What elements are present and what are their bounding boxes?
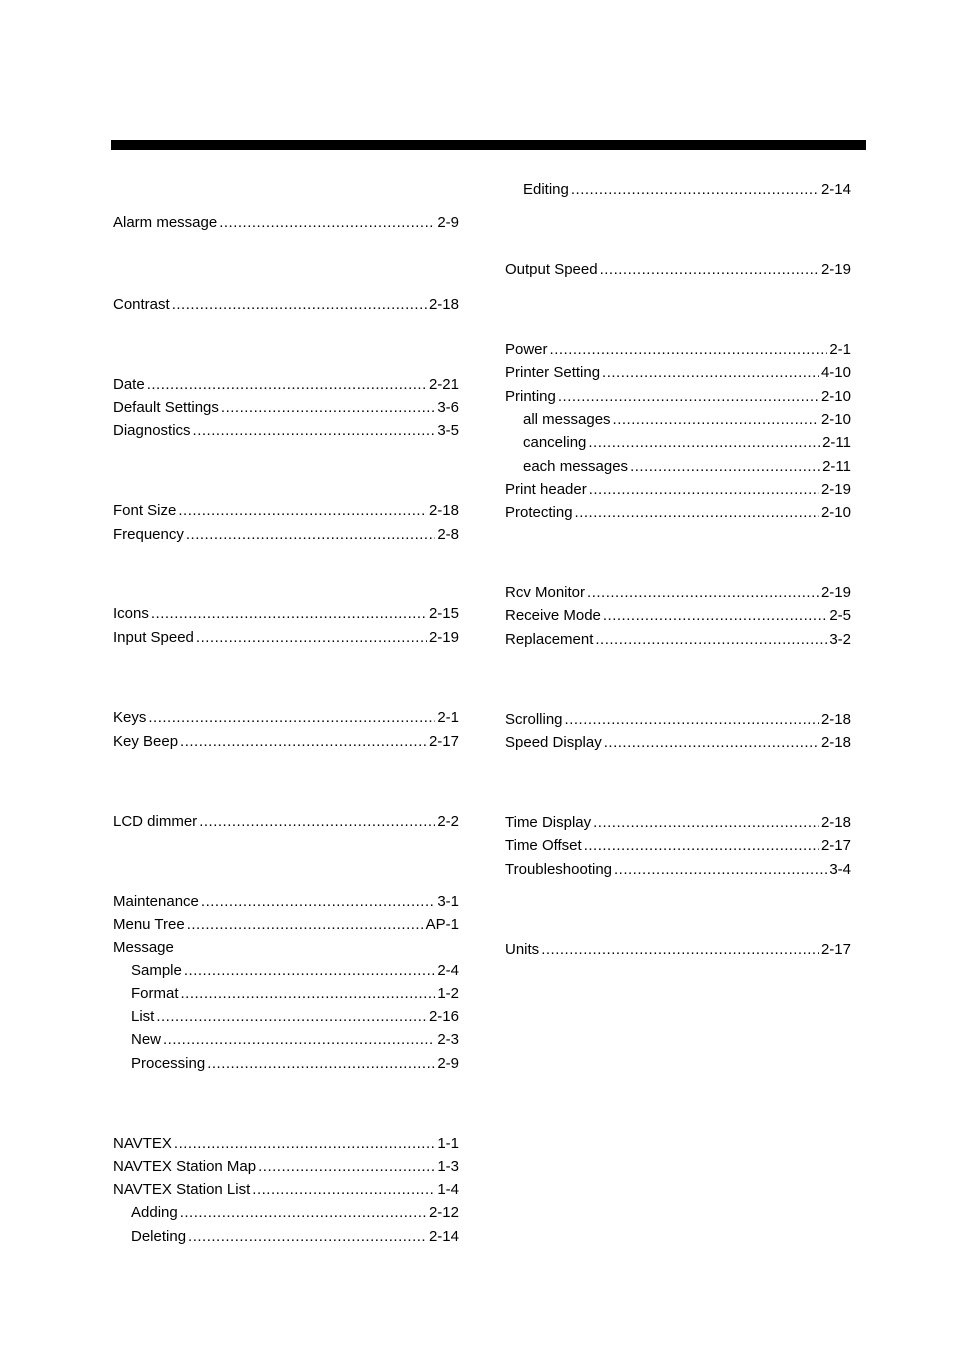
index-subentry	[523, 411, 851, 429]
index-term: canceling	[523, 434, 587, 451]
index-page-ref: 2-2	[437, 813, 459, 830]
index-term: Message	[113, 939, 174, 956]
index-subentry	[523, 181, 851, 199]
index-term: Keys	[113, 709, 147, 726]
dot-leader	[600, 261, 819, 279]
dot-leader	[587, 584, 819, 602]
dot-leader	[188, 1228, 427, 1246]
index-term: LCD dimmer	[113, 813, 198, 830]
index-entry	[113, 813, 459, 831]
header-rule	[111, 140, 866, 150]
index-term: all messages	[523, 411, 611, 428]
index-entry	[505, 504, 851, 522]
index-term: Receive Mode	[505, 607, 601, 624]
index-term: Contrast	[113, 296, 170, 313]
index-entry	[505, 388, 851, 406]
index-term: Speed Display	[505, 734, 602, 751]
index-term: Date	[113, 376, 145, 393]
dot-leader	[258, 1158, 435, 1176]
dot-leader	[588, 434, 820, 452]
index-subentry	[131, 985, 459, 1003]
index-page-ref: 2-19	[820, 261, 851, 278]
index-term: NAVTEX	[113, 1135, 172, 1152]
index-entry	[113, 733, 459, 751]
index-entry	[505, 364, 851, 382]
dot-leader	[201, 893, 435, 911]
index-page-ref: 2-5	[829, 607, 851, 624]
index-term: Key Beep	[113, 733, 179, 750]
index-entry	[113, 376, 459, 394]
index-page-ref: 3-6	[437, 399, 459, 416]
dot-leader	[571, 181, 819, 199]
dot-leader	[178, 502, 427, 520]
index-term: Adding	[131, 1204, 178, 1221]
index-term: Printer Setting	[505, 364, 601, 381]
index-page-ref: 2-18	[820, 814, 851, 831]
index-page-ref: 3-1	[437, 893, 459, 910]
dot-leader	[156, 1008, 427, 1026]
index-entry	[113, 1158, 459, 1176]
index-term: Processing	[131, 1055, 206, 1072]
dot-leader	[148, 709, 435, 727]
index-page-ref: 2-10	[820, 388, 851, 405]
index-subentry	[131, 962, 459, 980]
index-page-ref: 1-4	[437, 1181, 459, 1198]
dot-leader	[630, 458, 820, 476]
index-page-ref: 2-17	[820, 941, 851, 958]
dot-leader	[613, 411, 819, 429]
index-entry	[113, 1181, 459, 1199]
index-page-ref: 4-10	[820, 364, 851, 381]
index-term: Print header	[505, 481, 587, 498]
index-entry	[113, 526, 459, 544]
index-term: Time Display	[505, 814, 592, 831]
dot-leader	[172, 296, 427, 314]
index-page-ref: 2-17	[820, 837, 851, 854]
index-page-ref: 2-19	[820, 584, 851, 601]
dot-leader	[147, 376, 427, 394]
index-page-ref: 2-8	[437, 526, 459, 543]
dot-leader	[558, 388, 819, 406]
index-page-ref: 2-11	[822, 458, 851, 475]
index-entry	[113, 605, 459, 623]
index-page-ref: 1-1	[437, 1135, 459, 1152]
index-page-ref: 2-9	[437, 1055, 459, 1072]
index-entry	[505, 261, 851, 279]
index-entry	[505, 734, 851, 752]
dot-leader	[207, 1055, 435, 1073]
dot-leader	[186, 526, 435, 544]
index-entry	[505, 341, 851, 359]
dot-leader	[575, 504, 819, 522]
dot-leader	[221, 399, 435, 417]
dot-leader	[219, 214, 435, 232]
dot-leader	[252, 1181, 435, 1199]
index-term: Diagnostics	[113, 422, 191, 439]
index-entry	[113, 422, 459, 440]
index-entry	[505, 861, 851, 879]
index-term: Frequency	[113, 526, 184, 543]
index-subentry	[131, 1008, 459, 1026]
index-page-ref: 2-12	[428, 1204, 459, 1221]
dot-leader	[181, 985, 436, 1003]
index-page-ref: 2-4	[437, 962, 459, 979]
dot-leader	[151, 605, 427, 623]
index-page-ref: 1-2	[437, 985, 459, 1002]
index-term: Rcv Monitor	[505, 584, 586, 601]
dot-leader	[196, 629, 427, 647]
index-page-ref: 2-10	[820, 411, 851, 428]
index-subentry	[523, 434, 851, 452]
index-page-ref: 2-11	[822, 434, 851, 451]
index-term: Sample	[131, 962, 182, 979]
index-page-ref: 2-18	[820, 711, 851, 728]
index-page-ref: 2-3	[437, 1031, 459, 1048]
index-entry	[113, 916, 459, 934]
index-term: Protecting	[505, 504, 573, 521]
index-entry	[505, 814, 851, 832]
index-term: NAVTEX Station Map	[113, 1158, 257, 1175]
index-page-ref: 2-18	[428, 296, 459, 313]
dot-leader	[193, 422, 436, 440]
index-page-ref: 2-14	[820, 181, 851, 198]
index-term: Units	[505, 941, 540, 958]
dot-leader	[174, 1135, 435, 1153]
index-term: Time Offset	[505, 837, 582, 854]
index-term: Icons	[113, 605, 149, 622]
index-page-ref: 2-9	[437, 214, 459, 231]
index-entry	[113, 502, 459, 520]
dot-leader	[184, 962, 435, 980]
index-entry	[113, 296, 459, 314]
index-page-ref: 2-21	[428, 376, 459, 393]
dot-leader	[541, 941, 819, 959]
index-entry	[505, 631, 851, 649]
index-entry	[113, 399, 459, 417]
index-page-ref: 3-2	[829, 631, 851, 648]
index-term: Alarm message	[113, 214, 218, 231]
index-term: Font Size	[113, 502, 177, 519]
index-term: Editing	[523, 181, 569, 198]
index-entry	[113, 214, 459, 232]
index-page-ref: AP-1	[425, 916, 459, 933]
index-term: Printing	[505, 388, 556, 405]
index-page-ref: 3-5	[437, 422, 459, 439]
index-term: NAVTEX Station List	[113, 1181, 251, 1198]
dot-leader	[603, 607, 827, 625]
index-page-ref: 2-19	[820, 481, 851, 498]
index-term: New	[131, 1031, 162, 1048]
dot-leader	[187, 916, 424, 934]
index-entry	[505, 584, 851, 602]
index-term: Default Settings	[113, 399, 219, 416]
index-page-ref: 2-1	[829, 341, 851, 358]
dot-leader	[565, 711, 819, 729]
index-subentry	[131, 1204, 459, 1222]
index-entry	[505, 837, 851, 855]
index-term: each messages	[523, 458, 629, 475]
index-subentry	[131, 1031, 459, 1049]
dot-leader	[180, 1204, 427, 1222]
index-entry	[113, 709, 459, 727]
index-entry	[113, 1135, 459, 1153]
index-page-ref: 2-18	[820, 734, 851, 751]
dot-leader	[593, 814, 819, 832]
index-term: Output Speed	[505, 261, 598, 278]
index-entry	[505, 607, 851, 625]
index-entry	[505, 481, 851, 499]
dot-leader	[584, 837, 819, 855]
dot-leader	[180, 733, 427, 751]
index-page-ref: 2-14	[428, 1228, 459, 1245]
index-subentry	[131, 1228, 459, 1246]
index-page-ref: 2-16	[428, 1008, 459, 1025]
index-page-ref: 2-15	[428, 605, 459, 622]
index-entry	[505, 941, 851, 959]
index-page-ref: 1-3	[437, 1158, 459, 1175]
index-entry	[505, 711, 851, 729]
index-term: Deleting	[131, 1228, 187, 1245]
index-page-ref: 3-4	[829, 861, 851, 878]
dot-leader	[604, 734, 819, 752]
index-term: Format	[131, 985, 179, 1002]
index-term: Input Speed	[113, 629, 194, 646]
index-term: List	[131, 1008, 155, 1025]
index-term: Replacement	[505, 631, 594, 648]
index-term: Power	[505, 341, 548, 358]
index-entry	[113, 939, 459, 957]
index-page-ref: 2-17	[428, 733, 459, 750]
index-entry	[113, 629, 459, 647]
index-page-ref: 2-19	[428, 629, 459, 646]
index-subentry	[523, 458, 851, 476]
dot-leader	[614, 861, 827, 879]
dot-leader	[602, 364, 819, 382]
index-term: Menu Tree	[113, 916, 185, 933]
index-term: Troubleshooting	[505, 861, 613, 878]
dot-leader	[589, 481, 819, 499]
index-term: Maintenance	[113, 893, 199, 910]
dot-leader	[595, 631, 827, 649]
dot-leader	[199, 813, 435, 831]
dot-leader	[550, 341, 828, 359]
dot-leader	[163, 1031, 435, 1049]
index-entry	[113, 893, 459, 911]
index-page-ref: 2-1	[437, 709, 459, 726]
index-subentry	[131, 1055, 459, 1073]
index-term: Scrolling	[505, 711, 563, 728]
index-page-ref: 2-10	[820, 504, 851, 521]
index-page-ref: 2-18	[428, 502, 459, 519]
